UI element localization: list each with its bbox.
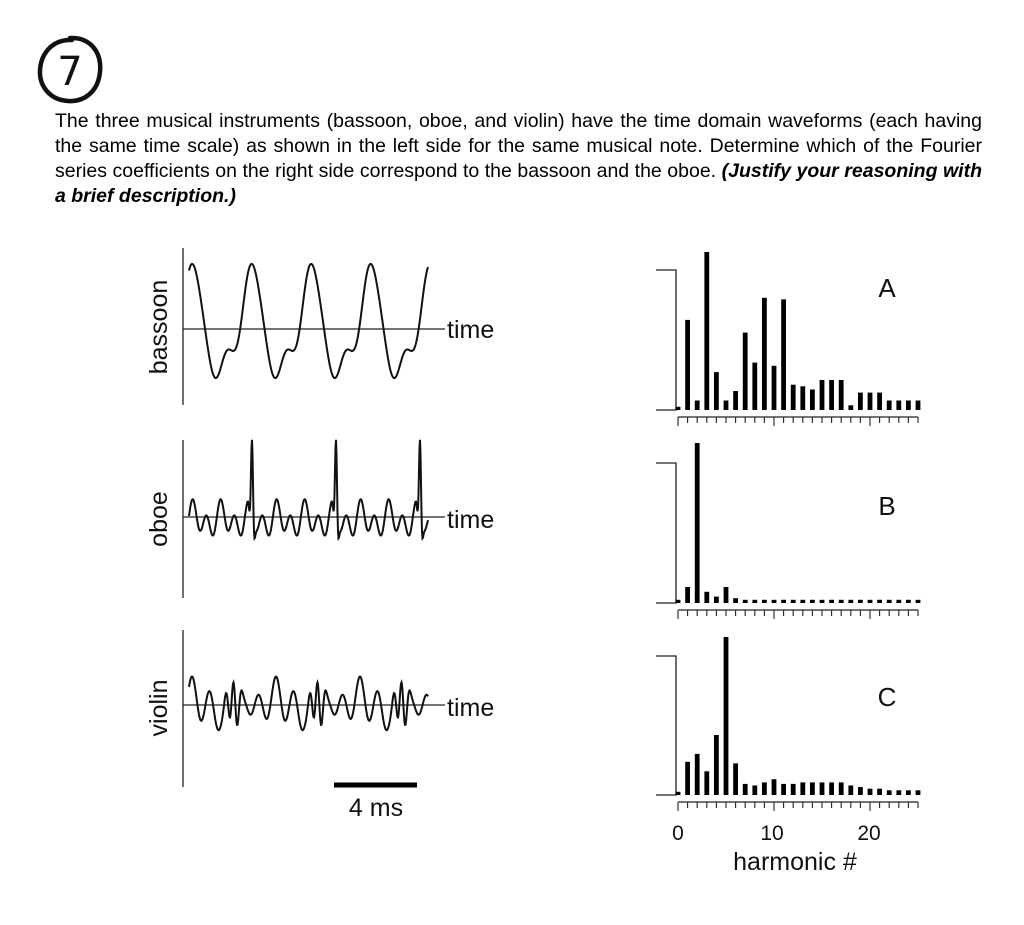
panel-label-A: A: [878, 273, 896, 303]
harmonic-bar-C-4: [714, 735, 719, 795]
harmonic-bar-B-5: [724, 587, 729, 603]
harmonic-bar-B-9: [762, 600, 767, 603]
time-label-violin: time: [447, 694, 495, 722]
harmonic-bar-A-21: [877, 393, 882, 410]
time-label-oboe: time: [447, 506, 495, 534]
harmonic-bar-B-20: [868, 600, 873, 603]
waveform-panel-violin: [145, 630, 494, 787]
waveform-panel-bassoon: [145, 248, 494, 405]
x-tick-label-20: 20: [857, 822, 881, 845]
harmonic-bar-A-18: [848, 405, 853, 410]
harmonic-bar-B-19: [858, 600, 863, 603]
harmonic-bar-A-9: [762, 298, 767, 410]
harmonic-bar-A-19: [858, 393, 863, 410]
harmonic-bar-A-8: [752, 363, 757, 410]
spectrum-panel-B: [656, 443, 920, 619]
harmonic-bar-A-2: [695, 401, 700, 411]
harmonic-bar-C-8: [752, 786, 757, 796]
instrument-label-oboe: oboe: [145, 491, 173, 547]
harmonic-bar-C-22: [887, 790, 892, 795]
harmonic-bar-B-2: [695, 443, 700, 603]
harmonic-bar-C-24: [906, 790, 911, 795]
spectrum-panel-A: [656, 252, 920, 426]
harmonic-bar-A-24: [906, 401, 911, 411]
harmonic-bar-A-10: [772, 366, 777, 410]
harmonic-bar-C-0: [676, 792, 681, 795]
harmonic-bar-B-6: [733, 598, 738, 603]
harmonic-bar-C-16: [829, 782, 834, 795]
harmonic-bar-A-11: [781, 299, 786, 410]
harmonic-bar-B-24: [906, 600, 911, 603]
instrument-label-violin: violin: [145, 679, 173, 737]
harmonic-bar-B-1: [685, 587, 690, 603]
harmonic-bar-B-17: [839, 600, 844, 603]
panel-label-C: C: [877, 682, 897, 712]
harmonic-bar-B-10: [772, 600, 777, 603]
harmonic-bar-C-19: [858, 787, 863, 795]
harmonic-bar-B-13: [800, 600, 805, 603]
harmonic-bar-A-22: [887, 401, 892, 411]
harmonic-bar-C-6: [733, 763, 738, 795]
harmonic-bar-A-13: [800, 386, 805, 410]
harmonic-bar-B-25: [916, 600, 921, 603]
harmonic-bar-C-1: [685, 762, 690, 795]
instrument-label-bassoon: bassoon: [145, 279, 173, 375]
harmonic-bar-B-14: [810, 600, 815, 603]
harmonic-bar-B-18: [848, 600, 853, 603]
harmonic-bar-B-8: [752, 600, 757, 603]
problem-number: 7: [57, 49, 83, 95]
harmonic-bar-A-20: [868, 393, 873, 410]
harmonic-bar-C-18: [848, 786, 853, 796]
harmonic-bar-B-23: [896, 600, 901, 603]
harmonic-bar-A-3: [704, 252, 709, 410]
waveform-violin: [189, 677, 428, 731]
x-tick-label-0: 0: [672, 822, 684, 845]
harmonic-bar-B-21: [877, 600, 882, 603]
harmonic-bar-B-16: [829, 600, 834, 603]
harmonic-bar-C-12: [791, 784, 796, 795]
harmonic-bar-B-0: [676, 600, 681, 603]
harmonic-bar-C-14: [810, 782, 815, 795]
harmonic-bar-C-21: [877, 789, 882, 795]
harmonic-bar-C-13: [800, 782, 805, 795]
harmonic-bar-C-17: [839, 782, 844, 795]
time-label-bassoon: time: [447, 316, 495, 344]
harmonic-bar-B-3: [704, 592, 709, 603]
harmonic-bar-C-5: [724, 637, 729, 795]
harmonic-bar-B-11: [781, 600, 786, 603]
harmonic-bar-A-12: [791, 385, 796, 410]
harmonic-bar-A-17: [839, 380, 844, 410]
harmonic-bar-C-23: [896, 790, 901, 795]
harmonic-bar-A-7: [743, 333, 748, 410]
harmonic-bar-A-15: [820, 380, 825, 410]
harmonic-bar-C-11: [781, 784, 786, 795]
harmonic-bar-A-23: [896, 401, 901, 411]
time-scale-bar: [334, 785, 417, 822]
waveform-bassoon: [189, 264, 428, 378]
scale-bar-label: 4 ms: [348, 794, 404, 822]
harmonic-bar-C-3: [704, 771, 709, 795]
harmonic-bar-C-2: [695, 754, 700, 795]
harmonic-bar-C-7: [743, 784, 748, 795]
harmonic-bar-B-12: [791, 600, 796, 603]
harmonic-bar-C-10: [772, 779, 777, 795]
harmonic-bar-C-25: [916, 790, 921, 795]
x-tick-label-10: 10: [760, 822, 784, 845]
x-axis-label: harmonic #: [733, 848, 857, 876]
spectrum-panel-C: [656, 637, 920, 811]
waveform-oboe: [189, 440, 428, 539]
question-emphasis: (Justify your reasoning with a brief description.): [55, 160, 982, 207]
question-body: The three musical instruments (bassoon, oboe, and violin) have the time domain waveforms (each having the same time scale) as shown in the left side for the same musical note. Determine which of the Fourier series coefficients on the right side correspond to the bassoon and the oboe.: [55, 110, 982, 182]
spectrum-bracket-A: [656, 270, 676, 410]
harmonic-bar-B-15: [820, 600, 825, 603]
harmonic-bar-A-14: [810, 390, 815, 411]
harmonic-bar-C-20: [868, 789, 873, 795]
harmonic-bar-C-15: [820, 782, 825, 795]
harmonic-bar-A-5: [724, 401, 729, 411]
waveform-panel-oboe: [145, 440, 494, 598]
harmonic-bar-A-1: [685, 320, 690, 410]
harmonic-bar-B-22: [887, 600, 892, 603]
harmonic-bar-A-4: [714, 372, 719, 410]
harmonic-bar-A-16: [829, 380, 834, 410]
harmonic-bar-A-0: [676, 407, 681, 410]
harmonic-bar-C-9: [762, 782, 767, 795]
harmonic-bar-B-4: [714, 597, 719, 603]
harmonic-bar-A-6: [733, 391, 738, 410]
spectrum-bracket-B: [656, 463, 676, 603]
spectrum-bracket-C: [656, 656, 676, 795]
harmonic-bar-B-7: [743, 600, 748, 603]
panel-label-B: B: [878, 491, 896, 521]
harmonic-bar-A-25: [916, 401, 921, 411]
